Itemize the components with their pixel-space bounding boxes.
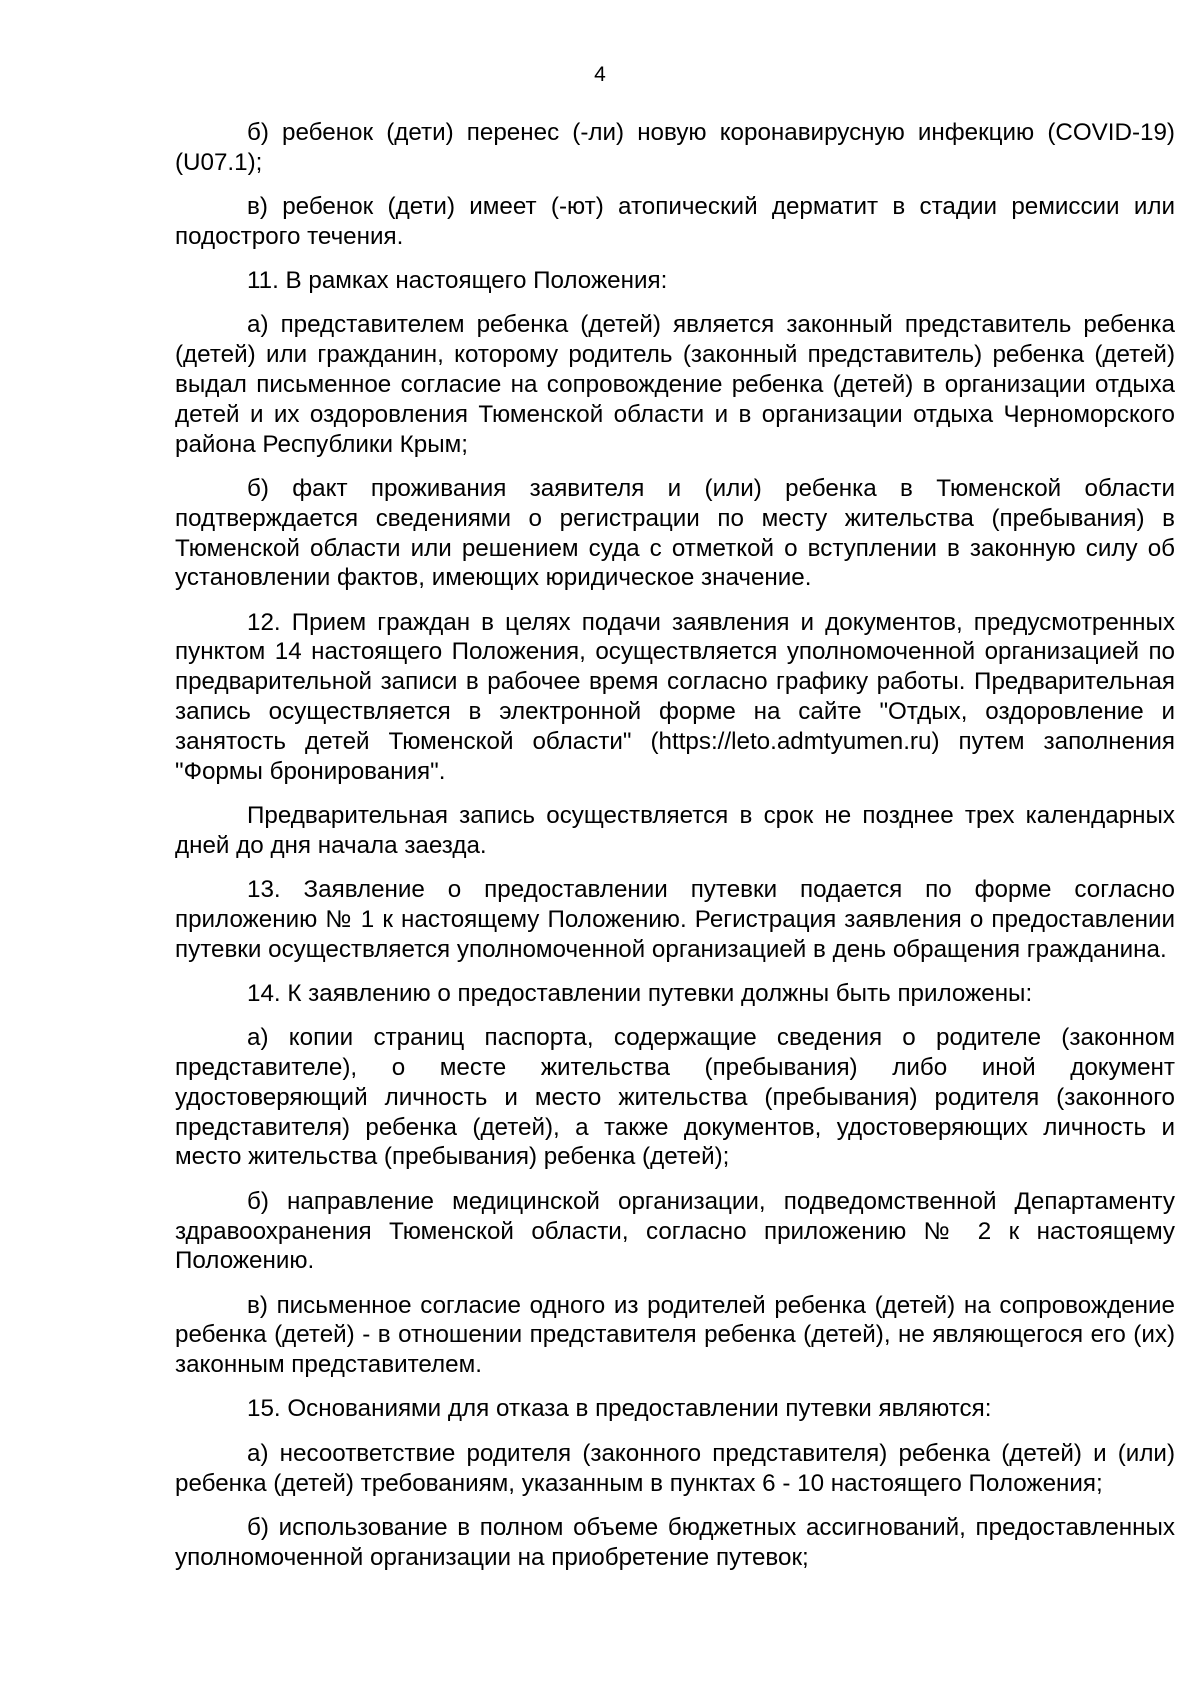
- paragraph-item-b-covid: б) ребенок (дети) перенес (-ли) новую коронавирусную инфекцию (COVID-19) (U07.1);: [175, 119, 1175, 176]
- paragraph-clause-11: 11. В рамках настоящего Положения:: [247, 267, 668, 295]
- paragraph-clause-14-b: б) направление медицинской организации, подведомственной Департаменту здравоохранения Тюменской области, согласно приложению № 2 к настоящему Положению.: [175, 1187, 1175, 1275]
- document-body: [175, 118, 1175, 1587]
- paragraph-item-v-dermatitis: в) ребенок (дети) имеет (-ют) атопический дерматит в стадии ремиссии или подострого течения.: [175, 193, 1175, 250]
- paragraph-clause-14-v: в) письменное согласие одного из родителей ребенка (детей) на сопровождение ребенка (детей) - в отношении представителя ребенка (детей), не являющегося его (их) законным представителем.: [175, 1291, 1175, 1379]
- paragraph-clause-15-a: а) несоответствие родителя (законного представителя) ребенка (детей) и (или) ребенка (детей) требованиям, указанным в пунктах 6 - 10 настоящего Положения;: [175, 1439, 1175, 1497]
- paragraph-clause-11-b: б) факт проживания заявителя и (или) ребенка в Тюменской области подтверждается сведениями о регистрации по месту жительства (пребывания) в Тюменской области или решением суда с отметкой о вступлении в законную силу об установлении фактов, имеющих юридическое значение.: [175, 474, 1175, 592]
- paragraph-clause-15-b: б) использование в полном объеме бюджетных ассигнований, предоставленных уполномоченной организации на приобретение путевок;: [175, 1513, 1175, 1571]
- paragraph-clause-14: 14. К заявлению о предоставлении путевки должны быть приложены:: [247, 979, 1033, 1007]
- paragraph-clause-12-preregistration: Предварительная запись осуществляется в срок не позднее трех календарных дней до дня начала заезда.: [175, 801, 1175, 859]
- paragraph-clause-13: 13. Заявление о предоставлении путевки подается по форме согласно приложению № 1 к настоящему Положению. Регистрация заявления о предоставлении путевки осуществляется уполномоченной организацией в день обращения гражданина.: [175, 876, 1175, 963]
- paragraph-clause-12: 12. Прием граждан в целях подачи заявления и документов, предусмотренных пунктом 14 настоящего Положения, осуществляется уполномоченной организацией по предварительной записи в рабочее время согласно графику работы. Предварительная запись осуществляется в электронной форме на сайте "Отдых, оздоровление и занятость детей Тюменской области" (https://leto.admtyumen.ru) путем заполнения "Формы бронирования".: [175, 608, 1175, 785]
- page-number: 4: [594, 63, 606, 86]
- paragraph-clause-15: 15. Основаниями для отказа в предоставлении путевки являются:: [247, 1395, 992, 1423]
- paragraph-clause-14-a: а) копии страниц паспорта, содержащие сведения о родителе (законном представителе), о месте жительства (пребывания) либо иной документ удостоверяющий личность и место жительства (пребывания) родителя (законного представителя) ребенка (детей), а также документов, удостоверяющих личность и место жительства (пребывания) ребенка (детей);: [175, 1024, 1175, 1171]
- paragraph-clause-11-a: а) представителем ребенка (детей) является законный представитель ребенка (детей) или гражданин, которому родитель (законный представитель) ребенка (детей) выдал письменное согласие на сопровождение ребенка (детей) в организации отдыха детей и их оздоровления Тюменской области и в организации отдыха Черноморского района Республики Крым;: [175, 311, 1175, 458]
